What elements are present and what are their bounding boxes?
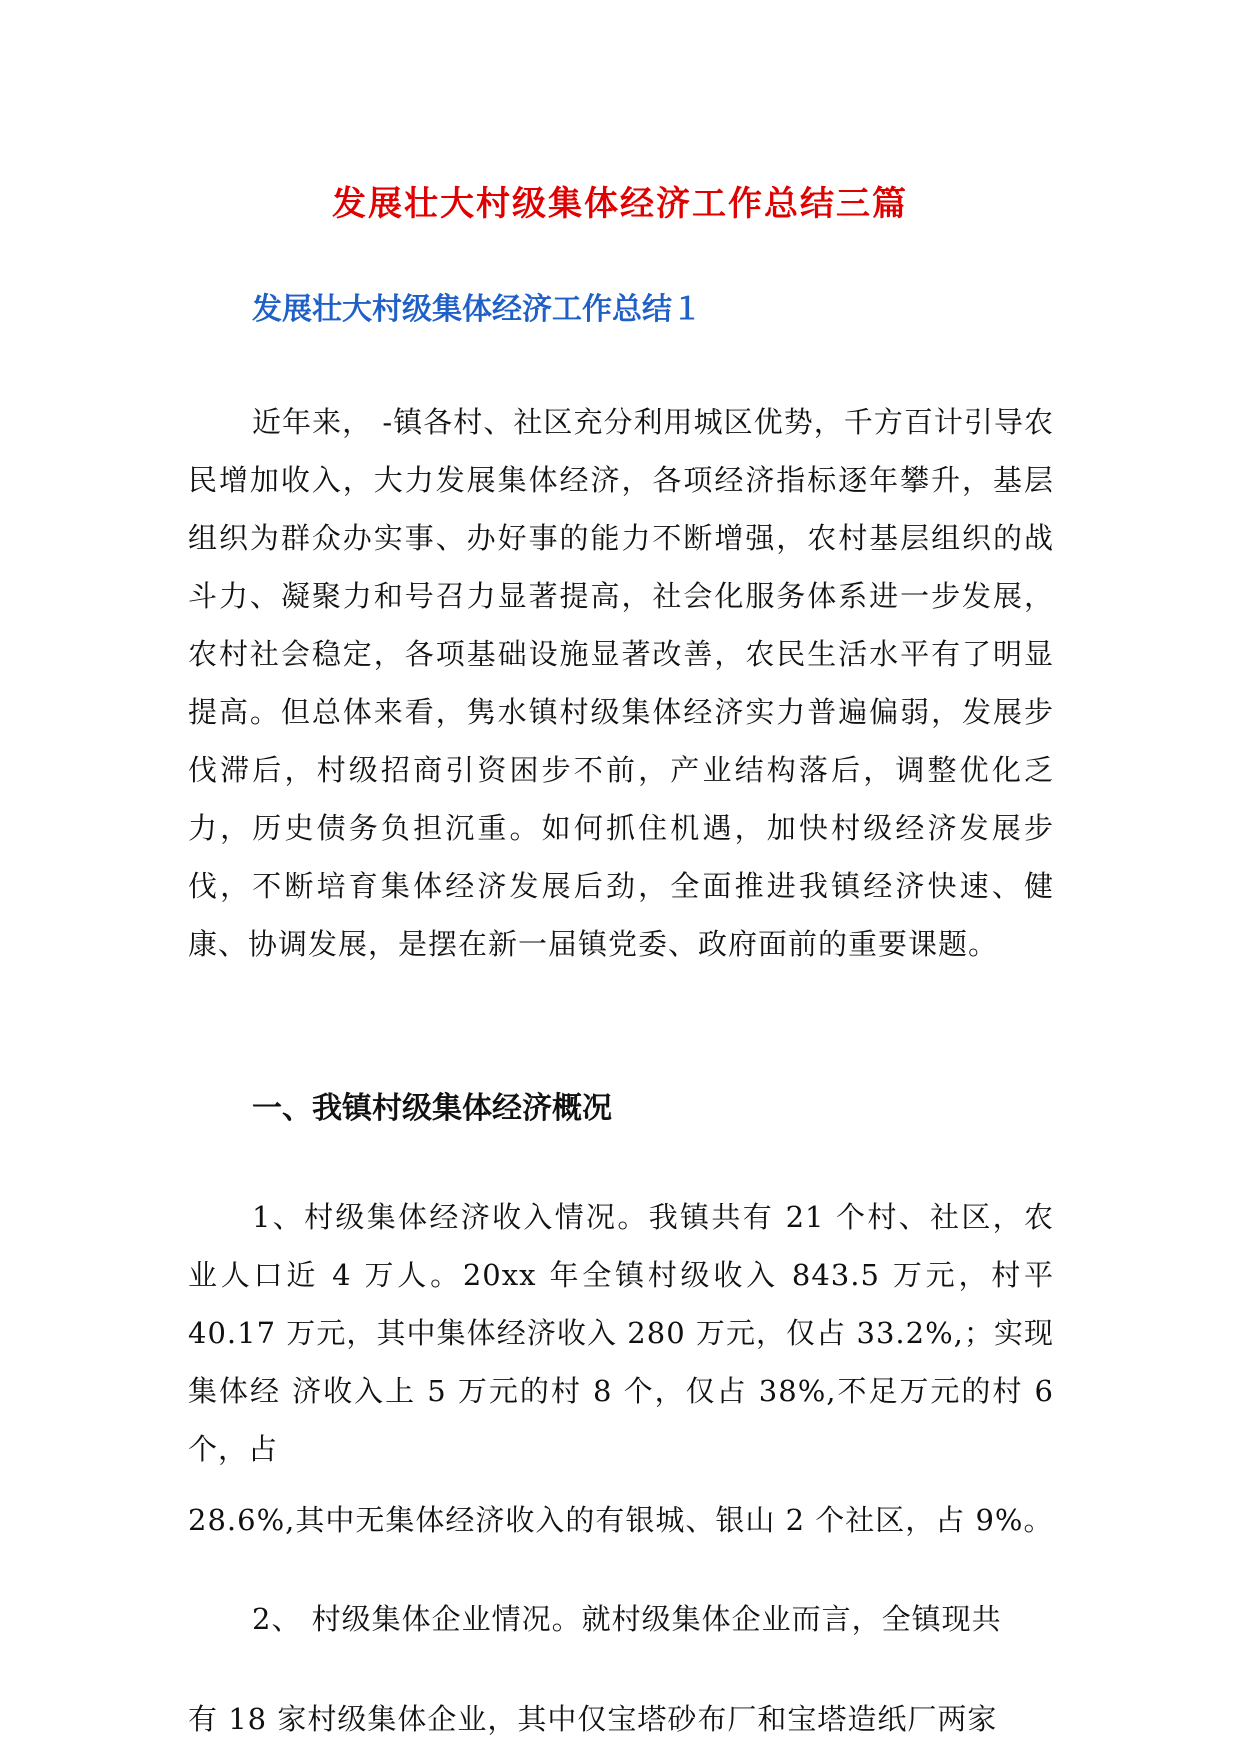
document-subtitle: 发展壮大村级集体经济工作总结１ xyxy=(252,292,702,327)
item1-paragraph: 1、村级集体经济收入情况。我镇共有 21 个村、社区，农 业人口近 4 万人。20xx 年全镇村级收入 843.5 万元，村平 40.17 万元，其中集体经济收入 280 万元，仅占 33.2%,；实现集体经 济收入上 5 万元的村 8 个，仅占 38%,不足万元的村 6 个，占 xyxy=(188,1200,1054,1466)
intro-paragraph: 近年来， -镇各村、社区充分利用城区优势，千方百计引导农民增加收入，大力发展集体经济，各项经济指标逐年攀升，基层组织为群众办实事、办好事的能力不断增强，农村基层组织的战斗力、凝聚力和号召力显著提高，社会化服务体系进一步发展，农村社会稳定，各项基础设施显著改善，农民生活水平有了明显提高。但总体来看，隽水镇村级集体经济实力普遍偏弱，发展步伐滞后，村级招商引资困步不前，产业结构落后，调整优化乏力，历史债务负担沉重。如何抓住机遇，加快村级经济发展步伐，不断培育集体经济发展后劲，全面推进我镇经济快速、健康、协调发展，是摆在新一届镇党委、政府面前的重要课题。 xyxy=(188,405,1054,961)
document-title: 发展壮大村级集体经济工作总结三篇 xyxy=(332,184,908,224)
item2-paragraph: 2、 村级集体企业情况。就村级集体企业而言，全镇现共 xyxy=(252,1602,1002,1636)
item2-continuation: 有 18 家村级集体企业，其中仅宝塔砂布厂和宝塔造纸厂两家 xyxy=(188,1702,998,1736)
item1-continuation: 28.6%,其中无集体经济收入的有银城、银山 2 个社区，占 9%。 xyxy=(188,1503,1054,1537)
section-heading: 一、我镇村级集体经济概况 xyxy=(252,1091,612,1126)
